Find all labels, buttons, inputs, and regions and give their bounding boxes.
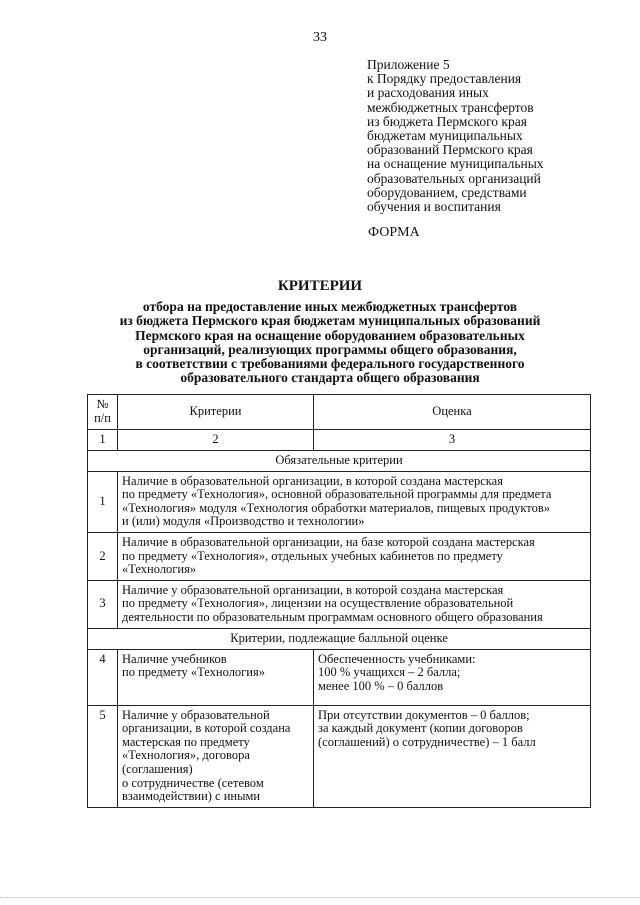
table-header-row xyxy=(88,395,591,430)
assessment-line: 100 % учащихся – 2 балла; xyxy=(318,665,461,680)
document-title: КРИТЕРИИ xyxy=(277,278,363,294)
criteria-line: Наличие учебников xyxy=(122,651,227,666)
document-subtitle xyxy=(60,300,600,386)
header-num: № п/п xyxy=(88,395,118,430)
criteria-line: о сотрудничестве (сетевом xyxy=(122,775,264,790)
criteria-line: организации, в которой создана xyxy=(122,721,291,736)
form-label: ФОРМА xyxy=(368,225,420,240)
appendix-line: оборудованием, средствами xyxy=(367,184,527,200)
criteria-line: Наличие в образовательной организации, в которой создана мастерская xyxy=(122,473,503,488)
appendix-line: бюджетам муниципальных xyxy=(367,128,523,144)
row-number: 4 xyxy=(88,649,118,705)
appendix-block xyxy=(367,58,607,214)
assessment-line: за каждый документ (копии договоров xyxy=(318,721,523,736)
criteria-cell xyxy=(118,580,591,628)
criteria-line: взаимодействии) с иными xyxy=(122,789,261,804)
criteria-line: «Технология», договора xyxy=(122,748,250,763)
assessment-cell xyxy=(314,649,591,705)
table-row xyxy=(88,471,591,532)
criteria-cell xyxy=(118,649,314,705)
assessment-line: менее 100 % – 0 баллов xyxy=(318,678,444,693)
appendix-line: обучения и воспитания xyxy=(367,199,501,215)
page-bottom-edge xyxy=(0,897,640,898)
table-row xyxy=(88,580,591,628)
subtitle-line: из бюджета Пермского края бюджетам муниципальных образований xyxy=(119,313,541,329)
table-row xyxy=(88,705,591,807)
section-heading: Обязательные критерии xyxy=(88,450,591,471)
section-heading: Критерии, подлежащие балльной оценке xyxy=(88,628,591,649)
row-number: 2 xyxy=(88,532,118,580)
criteria-line: и (или) модуля «Производство и технологии» xyxy=(122,514,365,529)
table-row xyxy=(88,532,591,580)
column-number: 3 xyxy=(314,430,591,451)
criteria-line: по предмету «Технология» xyxy=(122,665,265,680)
criteria-line: Наличие в образовательной организации, на базе которой создана мастерская xyxy=(122,534,535,549)
subtitle-line: в соответствии с требованиями федерального государственного xyxy=(135,356,525,372)
criteria-table xyxy=(87,394,591,808)
criteria-line: Наличие у образовательной организации, в которой создана мастерская xyxy=(122,582,504,597)
criteria-line: деятельности по образовательным программам основного общего образования xyxy=(122,609,543,624)
criteria-line: «Технология» модуля «Технология обработки материалов, пищевых продуктов» xyxy=(122,500,550,515)
table-row xyxy=(88,649,591,705)
appendix-line: на оснащение муниципальных xyxy=(367,156,544,172)
criteria-line: (соглашения) xyxy=(122,761,193,776)
assessment-cell xyxy=(314,705,591,807)
assessment-line: При отсутствии документов – 0 баллов; xyxy=(318,707,530,722)
header-assessment: Оценка xyxy=(314,395,591,430)
criteria-cell xyxy=(118,471,591,532)
appendix-line: образовательных организаций xyxy=(367,170,541,186)
subtitle-line: организаций, реализующих программы общего образования, xyxy=(143,341,517,357)
appendix-line: к Порядку предоставления xyxy=(367,71,522,87)
column-number: 1 xyxy=(88,430,118,451)
section-row-mandatory xyxy=(88,450,591,471)
page-number: 33 xyxy=(313,30,327,45)
appendix-line: образований Пермского края xyxy=(367,142,533,158)
section-row-scored xyxy=(88,628,591,649)
criteria-cell xyxy=(118,532,591,580)
header-criteria: Критерии xyxy=(118,395,314,430)
criteria-line: по предмету «Технология», лицензии на осуществление образовательной xyxy=(122,596,514,611)
subtitle-line: Пермского края на оснащение оборудованием образовательных xyxy=(135,327,525,343)
row-number: 5 xyxy=(88,705,118,807)
appendix-line: и расходования иных xyxy=(367,85,489,101)
appendix-line: межбюджетных трансфертов xyxy=(367,99,534,115)
assessment-line: (соглашений) о сотрудничестве) – 1 балл xyxy=(318,734,536,749)
criteria-line: по предмету «Технология», основной образовательной программы для предмета xyxy=(122,487,552,502)
subtitle-line: отбора на предоставление иных межбюджетных трансфертов xyxy=(142,299,518,314)
criteria-line: «Технология» xyxy=(122,562,197,577)
appendix-line: из бюджета Пермского края xyxy=(367,113,527,129)
criteria-line: Наличие у образовательной xyxy=(122,707,270,722)
column-number-row xyxy=(88,430,591,451)
subtitle-line: образовательного стандарта общего образования xyxy=(180,370,480,386)
row-number: 3 xyxy=(88,580,118,628)
column-number: 2 xyxy=(118,430,314,451)
criteria-cell xyxy=(118,705,314,807)
criteria-line: мастерская по предмету xyxy=(122,734,250,749)
criteria-line: по предмету «Технология», отдельных учебных кабинетов по предмету xyxy=(122,548,503,563)
assessment-line: Обеспеченность учебниками: xyxy=(318,651,476,666)
row-number: 1 xyxy=(88,471,118,532)
appendix-line: Приложение 5 xyxy=(367,57,450,72)
